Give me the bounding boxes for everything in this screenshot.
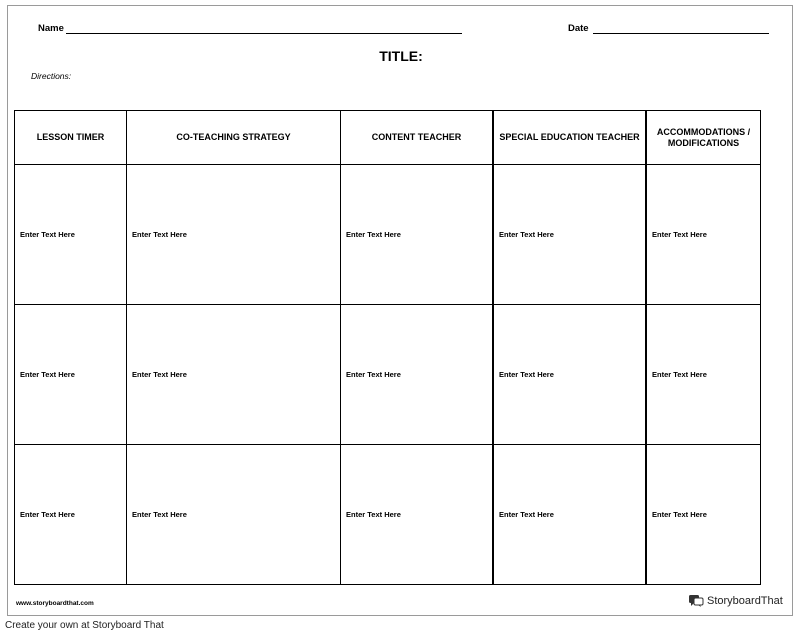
column-header[interactable]: LESSON TIMER [14,110,127,165]
worksheet [7,5,793,616]
column-header[interactable]: ACCOMMODATIONS / MODIFICATIONS [646,110,761,165]
storyboard-logo-icon [688,594,704,608]
worksheet-title[interactable]: TITLE: [379,48,423,64]
table-cell[interactable]: Enter Text Here [14,444,127,585]
date-field[interactable] [593,33,769,34]
credit-line[interactable]: Create your own at Storyboard That [5,620,164,631]
table-cell[interactable]: Enter Text Here [14,304,127,445]
table-cell[interactable]: Enter Text Here [340,444,493,585]
table-cell[interactable]: Enter Text Here [493,304,646,445]
table-cell[interactable]: Enter Text Here [126,164,341,305]
directions-label[interactable]: Directions: [31,71,72,81]
column-header[interactable]: CONTENT TEACHER [340,110,493,165]
table-cell[interactable]: Enter Text Here [14,164,127,305]
table-cell[interactable]: Enter Text Here [493,164,646,305]
column-header[interactable]: CO-TEACHING STRATEGY [126,110,341,165]
table-cell[interactable]: Enter Text Here [126,304,341,445]
table-cell[interactable]: Enter Text Here [646,444,761,585]
table-cell[interactable]: Enter Text Here [340,304,493,445]
brand-name: StoryboardThat [707,595,783,607]
table-cell[interactable]: Enter Text Here [646,304,761,445]
table-cell[interactable]: Enter Text Here [126,444,341,585]
table-cell[interactable]: Enter Text Here [493,444,646,585]
table-cell[interactable]: Enter Text Here [340,164,493,305]
column-header[interactable]: SPECIAL EDUCATION TEACHER [493,110,646,165]
storyboard-brand [688,590,783,612]
table-cell[interactable]: Enter Text Here [646,164,761,305]
date-label: Date [568,23,589,34]
name-label: Name [38,23,64,34]
name-field[interactable] [66,33,462,34]
footer-url: www.storyboardthat.com [16,600,94,607]
